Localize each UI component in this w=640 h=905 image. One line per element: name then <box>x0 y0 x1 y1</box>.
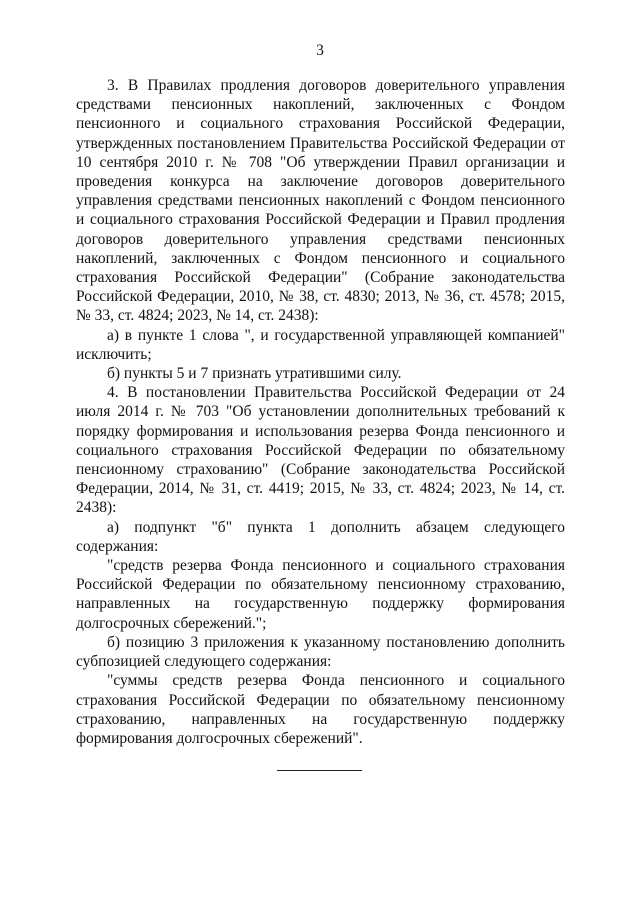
subparagraph-4a: а) подпункт "б" пункта 1 дополнить абзацем следующего содержания: <box>76 518 565 555</box>
subparagraph-3a: а) в пункте 1 слова ", и государственной управляющей компанией" исключить; <box>76 326 565 363</box>
page-number: 3 <box>316 42 324 59</box>
paragraph-item-4: 4. В постановлении Правительства Российской Федерации от 24 июля 2014 г. № 703 "Об установлении дополнительных требований к порядку формирования и использования резерва Фонда пенсионного и социального страхования Российской Федерации по обязательному пенсионному страхованию" (Собрание законодательства Российской Федерации, 2014, № 31, ст. 4419; 2015, № 33, ст. 4824; 2023, № 14, ст. 2438): <box>76 384 565 517</box>
paragraph-item-3: 3. В Правилах продления договоров доверительного управления средствами пенсионных накоплений, заключенных с Фондом пенсионного и социального страхования Российской Федерации, утвержденных постановлением Правительства Российской Федерации от 10 сентября 2010 г. № 708 "Об утверждении Правил организации и проведения конкурса на заключение договоров доверительного управления средствами пенсионных накоплений с Фондом пенсионного и социального страхования Российской Федерации и Правил продления договоров доверительного управления средствами пенсионных накоплений, заключенных с Фондом пенсионного и социального страхования Российской Федерации" (Собрание законодательства Российской Федерации, 2010, № 38, ст. 4830; 2013, № 36, ст. 4578; 2015, № 33, ст. 4824; 2023, № 14, ст. 2438): <box>76 77 565 325</box>
subparagraph-3b: б) пункты 5 и 7 признать утратившими силу. <box>107 365 402 383</box>
quoted-insertion-4b: "суммы средств резерва Фонда пенсионного и социального страхования Российской Федерации по обязательному пенсионному страхованию, направленных на государственную поддержку формирования долгосрочных сбережений". <box>76 672 565 747</box>
document-body <box>76 76 565 748</box>
closing-divider <box>277 770 362 771</box>
subparagraph-4b: б) позицию 3 приложения к указанному постановлению дополнить субпозицией следующего содержания: <box>76 633 565 671</box>
quoted-insertion-4a: "средств резерва Фонда пенсионного и социального страхования Российской Федерации по обязательному пенсионному страхованию, направленных на государственную поддержку формирования долгосрочных сбережений."; <box>76 557 565 632</box>
